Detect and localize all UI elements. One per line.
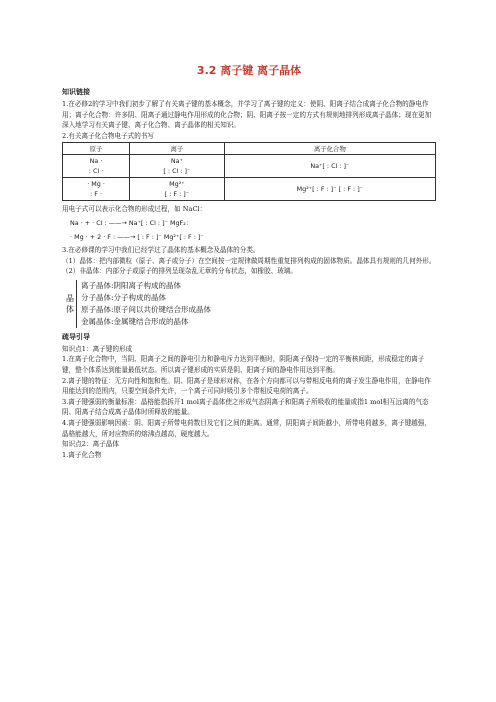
paragraph-q4: 4.离子键强弱影响因素：阴、阳离子所带电荷数目及它们之间的距离。通常，阴阳离子间距越小，所带电荷越多，离子键越强，晶格能越大，所对应物质的熔沸点越高，硬度越大。 [62,418,431,438]
crystal-label: 晶 体 [66,293,74,314]
knowledge-point-1: 知识点1：离子键的形成 [62,344,133,353]
table-cell-atom-na-cl: Na · : Cl · [63,155,130,178]
formula-mgf2-formation: · Mg · + 2 · F : ——→ [ : F : ]⁻ Mg²⁺[ : F : ]⁻ [70,232,204,241]
section-heading-guidance: 疏导引导 [62,332,90,341]
table-header-ion: 离子 [130,143,225,155]
crystal-types-list [76,280,211,328]
table-cell-compound-nacl: Na⁺[ : Cl : ]⁻ [224,155,435,178]
paragraph-2: 2.有关离子化合物电子式的书写 [62,131,155,140]
table-header-compound: 离子化合物 [224,143,435,155]
electron-formula-table [62,142,436,201]
crystal-type-ionic: 离子晶体:阴阳离子构成的晶体 [81,280,182,290]
table-cell-ion-na-cl: Na⁺ [ : Cl : ]⁻ [130,155,225,178]
table-cell-atom-mg-f: · Mg · : F · [63,178,130,201]
crystal-type-atomic: 原子晶体:原子间以共价键结合形成晶体 [81,304,212,314]
knowledge-point-2: 知识点2：离子晶体 [62,440,119,449]
paragraph-q2: 2.离子键的特征：无方向性和饱和性。阴、阳离子是球形对称，在各个方向都可以与带相反电荷的离子发生静电作用，在静电作用能达到的范围内，只要空间条件允许，一个离子可同时吸引多个带相反电荷的离子。 [62,376,431,396]
paragraph-q1: 1.在离子化合物中，当阴、阳离子之间的静电引力和静电斥力达到平衡时，阴阳离子保持一定的平衡核间距，形成稳定的离子键，整个体系达到能量最低状态。所以离子键形成的实质是阴、阳离子间的静电作用达到平衡。 [62,355,425,374]
paragraph-4: 3.在必修课的学习中我们已经学过了晶体的基本概念及晶体的分类。 [62,245,260,254]
paragraph-q5: 1.离子化合物 [62,450,102,459]
table-header-atom: 原子 [63,143,130,155]
crystal-type-metallic: 金属晶体:金属键结合形成的晶体 [81,316,189,326]
page-title: 3.2 离子键 离子晶体 [196,64,302,77]
table-cell-compound-mgf2: Mg²⁺[ : F : ]⁻ [ : F : ]⁻ [224,178,435,201]
crystal-classification [66,280,436,328]
formula-nacl-formation: Na · + · Cl : ——→ Na⁺[ : Cl : ]⁻ MgF₂： [70,218,193,227]
crystal-type-molecular: 分子晶体:分子构成的晶体 [81,292,167,302]
table-cell-ion-mg-f: Mg²⁺ [ : F : ]⁻ [130,178,225,201]
paragraph-q3: 3.离子键强弱的衡量标准：晶格能指拆开1 mol离子晶体使之形成气态阴离子和阳离子所吸收的能量或指1 mol相互远离的气态阴、阳离子结合成离子晶体时所释放的能量。 [62,397,429,417]
section-heading-knowledge-link: 知识链接 [62,88,90,96]
paragraph-6: （2）非晶体：内部分子或原子的排列呈现杂乱无章的分布状态，如橡胶、玻璃。 [62,267,297,276]
document-page [62,62,436,460]
paragraph-3: 用电子式可以表示化合物的形成过程，如 NaCl： [62,205,207,214]
paragraph-5: （1）晶体：把内部微粒（原子、离子或分子）在空间按一定规律做周期性重复排列构成的固体物质。晶体具有规则的几何外形。 [62,256,436,265]
paragraph-1: 1.在必修2的学习中我们初步了解了有关离子键的基本概念，并学习了离子键的定义：使阴、阳离子结合成离子化合物的静电作用；离子化合物：许多阴、阳离子通过静电作用形成的化合物；阴、阳离子按一定的方式有规则地排列形成离子晶体；现在更加深入地学习有关离子键、离子化合物、离子晶体的相关知识。 [62,100,432,130]
